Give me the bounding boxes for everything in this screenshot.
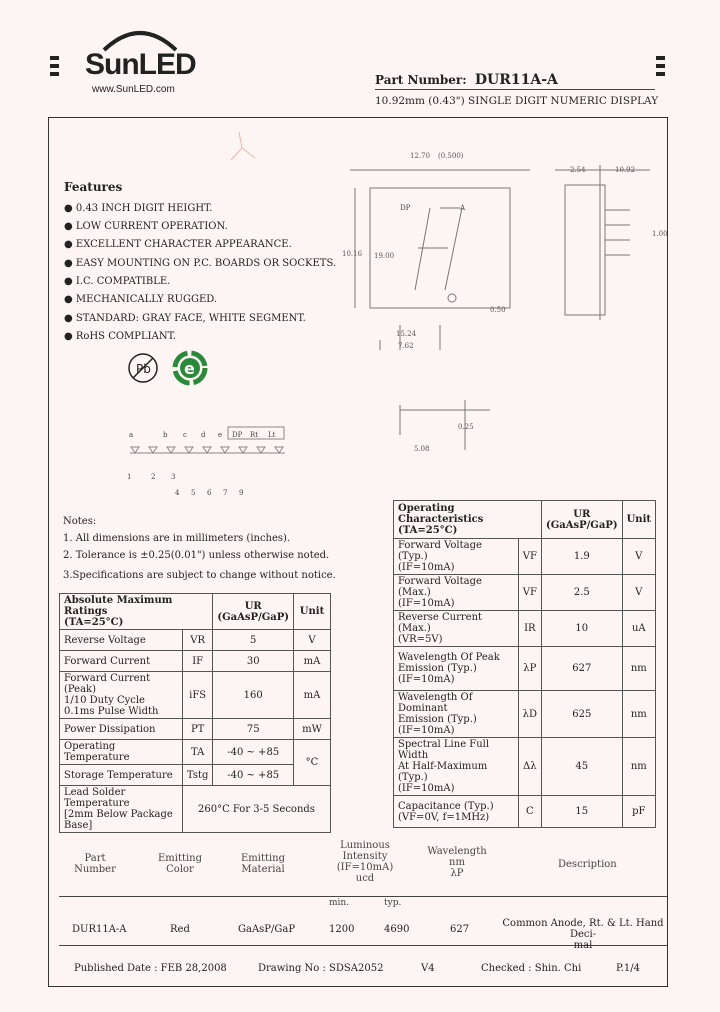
col-part-number: Part Number — [74, 853, 116, 875]
circuit-label: Lt — [268, 431, 276, 439]
table-row: Reverse Voltage VR 5 V — [60, 630, 331, 651]
table-header — [60, 594, 331, 630]
col-description: Description — [558, 859, 617, 870]
row-material: GaAsP/GaP — [238, 924, 296, 935]
table-row: Spectral Line Full Width At Half-Maximum (Typ.) (IF=10mA) Δλ 45 nm — [394, 738, 656, 796]
circuit-label: a — [129, 431, 134, 439]
outline-drawing — [340, 140, 660, 470]
pin-number: 5 — [191, 489, 196, 497]
operating-table — [393, 500, 656, 828]
col-wavelength: Wavelength nm λP — [427, 846, 487, 879]
table-header: Operating Characteristics (TA=25°C) UR (GaAsP/GaP) Unit — [394, 501, 656, 539]
feature-item: ● 0.43 INCH DIGIT HEIGHT. — [64, 203, 213, 214]
table-row: Forward Voltage (Max.) (IF=10mA) VF 2.5 V — [394, 575, 656, 611]
dimension-label: 10.92 — [615, 166, 636, 174]
dimension-label: 0.50 — [490, 306, 506, 314]
pb-free-icon — [127, 352, 159, 384]
col-typ: typ. — [384, 898, 402, 908]
feature-item: ● EASY MOUNTING ON P.C. BOARDS OR SOCKETS. — [64, 258, 337, 269]
dimension-label: 5.08 — [414, 445, 430, 453]
logo-mark — [50, 72, 59, 76]
dimension-label: 0.25 — [458, 423, 474, 431]
table-row: Lead Solder Temperature [2mm Below Package Base] 260°C For 3-5 Seconds — [60, 786, 331, 833]
row-desc: Common Anode, Rt. & Lt. Hand Deci- mal — [502, 918, 664, 951]
dimension-label: (0.500) — [438, 152, 464, 160]
circuit-diagram — [125, 425, 295, 500]
feature-item: ● RoHS COMPLIANT. — [64, 331, 176, 342]
dimension-label: 2.54 — [570, 166, 586, 174]
circuit-label: e — [218, 431, 223, 439]
table-row: Reverse Current (Max.) (VR=5V) IR 10 uA — [394, 611, 656, 647]
pin-number: 7 — [223, 489, 228, 497]
page-number: P.1/4 — [616, 963, 640, 974]
notes-title: Notes: — [63, 516, 97, 527]
abs-col-ur: UR (GaAsP/GaP) — [213, 594, 294, 630]
circuit-label: DP — [232, 431, 243, 439]
bottom-table-rule — [59, 896, 667, 897]
logo-mark — [656, 64, 665, 68]
brand-url: www.SunLED.com — [92, 84, 175, 95]
col-luminous: Luminous Intensity (IF=10mA) ucd — [336, 840, 394, 884]
row-part: DUR11A-A — [72, 924, 127, 935]
row-color: Red — [170, 924, 190, 935]
table-row: Operating Temperature TA -40 ~ +85 °C — [60, 740, 331, 765]
circuit-label: c — [183, 431, 187, 439]
logo-mark — [656, 56, 665, 60]
mechanical-drawing — [340, 140, 668, 470]
dimension-label: 7.62 — [398, 342, 414, 350]
table-row: Wavelength Of Dominant Emission (Typ.) (IF=10mA) λD 625 nm — [394, 691, 656, 738]
pin-number: 1 — [127, 473, 132, 481]
pin-number: 6 — [207, 489, 212, 497]
checked-by: Checked : Shin. Chi — [481, 963, 582, 974]
version: V4 — [421, 963, 435, 974]
rohs-e-icon — [172, 350, 208, 386]
pin-number: 4 — [175, 489, 180, 497]
dimension-label: 15.24 — [396, 330, 417, 338]
row-typ: 4690 — [384, 924, 410, 935]
logo-mark — [50, 64, 59, 68]
row-min: 1200 — [329, 924, 355, 935]
col-emitting-color: Emitting Color — [157, 853, 203, 875]
published-date: Published Date : FEB 28,2008 — [74, 963, 227, 974]
features-title: Features — [64, 180, 123, 194]
circuit-label: d — [201, 431, 206, 439]
watermark-icon — [225, 128, 259, 164]
feature-item: ● I.C. COMPATIBLE. — [64, 276, 171, 287]
pin-number: 2 — [151, 473, 156, 481]
dimension-label: 1.00 — [652, 230, 668, 238]
table-row: Power Dissipation PT 75 mW — [60, 719, 331, 740]
table-row: Storage Temperature Tstg -40 ~ +85 — [60, 765, 331, 786]
feature-item: ● LOW CURRENT OPERATION. — [64, 221, 228, 232]
svg-text:Pb: Pb — [136, 362, 151, 376]
logo-mark — [50, 56, 59, 60]
brand-logo: SunLED — [85, 48, 196, 81]
abs-col-unit: Unit — [294, 594, 331, 630]
segment-label: A — [460, 204, 466, 212]
col-min: min. — [329, 898, 350, 908]
dimension-label: 19.00 — [374, 252, 395, 260]
part-number-label: Part Number: DUR11A-A — [375, 72, 558, 88]
pin-number: 3 — [171, 473, 176, 481]
part-number: DUR11A-A — [474, 72, 558, 88]
header-rule — [375, 89, 655, 90]
table-row: Forward Voltage (Typ.) (IF=10mA) VF 1.9 V — [394, 539, 656, 575]
logo-mark — [656, 72, 665, 76]
svg-text:e: e — [184, 359, 195, 378]
table-row: Wavelength Of Peak Emission (Typ.) (IF=10mA) λP 627 nm — [394, 647, 656, 691]
dimension-label: 10.16 — [342, 250, 363, 258]
abs-max-table — [59, 593, 331, 833]
circuit-label: b — [163, 431, 168, 439]
table-row: Capacitance (Typ.) (VF=0V, f=1MHz) C 15 pF — [394, 796, 656, 828]
note-item: 1. All dimensions are in millimeters (inches). — [63, 533, 291, 544]
table-row: Forward Current (Peak) 1/10 Duty Cycle 0.1ms Pulse Width iFS 160 mA — [60, 672, 331, 719]
drawing-number: Drawing No : SDSA2052 — [258, 963, 384, 974]
note-item: 2. Tolerance is ±0.25(0.01") unless otherwise noted. — [63, 550, 330, 561]
row-wave: 627 — [450, 924, 470, 935]
col-emitting-material: Emitting Material — [240, 853, 286, 875]
segment-label: DP — [400, 204, 411, 212]
abs-title: Absolute Maximum Ratings (TA=25°C) — [60, 594, 213, 630]
circuit-label: Rt — [250, 431, 259, 439]
feature-item: ● STANDARD: GRAY FACE, WHITE SEGMENT. — [64, 313, 306, 324]
table-row: Forward Current IF 30 mA — [60, 651, 331, 672]
subtitle: 10.92mm (0.43") SINGLE DIGIT NUMERIC DISPLAY — [375, 95, 659, 107]
pin-number: 9 — [239, 489, 244, 497]
feature-item: ● MECHANICALLY RUGGED. — [64, 294, 218, 305]
note-item: 3.Specifications are subject to change without notice. — [63, 570, 336, 581]
dimension-label: 12.70 — [410, 152, 431, 160]
feature-item: ● EXCELLENT CHARACTER APPEARANCE. — [64, 239, 292, 250]
